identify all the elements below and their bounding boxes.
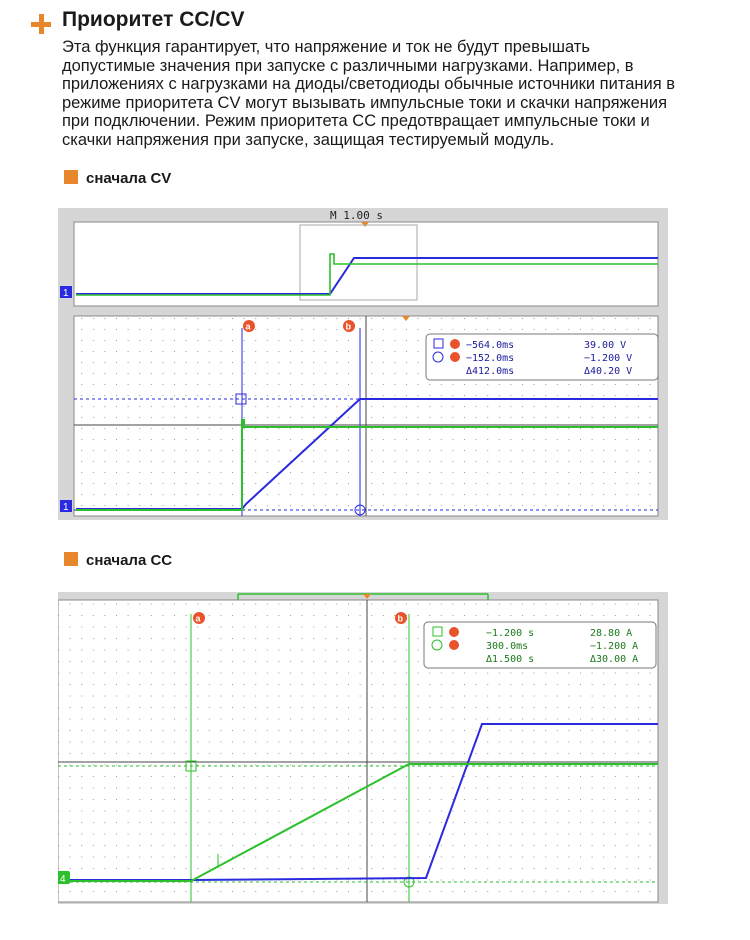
readout-delta-value: Δ40.20 V (584, 366, 633, 377)
description-paragraph (62, 38, 742, 150)
paragraph-line: при подключении. Режим приоритета CC предотвращает импульсные токи и (62, 112, 650, 131)
cursor-a-label: a (245, 321, 251, 332)
section-label-cc (64, 552, 172, 569)
readout-delta-value: Δ30.00 A (590, 654, 639, 665)
paragraph-line: допустимые значения при запуске с различными нагрузками. Например, в (62, 56, 634, 75)
readout-b-value: −1.200 A (590, 641, 639, 652)
readout-delta-time: Δ412.0ms (466, 366, 515, 377)
section-label-cc-text: сначала CC (86, 552, 173, 569)
channel-marker: 1 (63, 288, 69, 299)
readout-a-time: −1.200 s (486, 628, 535, 639)
readout-b-time: −152.0ms (466, 353, 515, 364)
readout-b-time: 300.0ms (486, 641, 529, 652)
readout-a-value: 39.00 V (584, 340, 627, 351)
cursor-readout (424, 622, 656, 668)
bullet-square-icon (64, 170, 78, 184)
oscilloscope-cv (58, 208, 668, 520)
page-title: Приоритет CC/CV (62, 8, 245, 31)
plus-icon (31, 14, 51, 34)
readout-a-value: 28.80 A (590, 628, 633, 639)
paragraph-line: скачки напряжения при запуске, защищая тестируемый модуль. (62, 130, 555, 149)
oscilloscope-cc (58, 592, 668, 904)
paragraph-line: Эта функция гарантирует, что напряжение и ток не будут превышать (62, 38, 590, 56)
cursor-b-label: b (345, 321, 351, 332)
paragraph-line: режиме приоритета CV могут вызывать импульсные токи и скачки напряжения (62, 93, 668, 112)
channel-marker: 1 (63, 502, 69, 513)
section-label-cv (64, 170, 171, 187)
channel-marker: 4 (60, 874, 66, 885)
timebase-label: M 1.00 s (330, 209, 383, 222)
readout-b-value: −1.200 V (584, 353, 633, 364)
readout-delta-time: Δ1.500 s (486, 654, 535, 665)
paragraph-line: приложениях с нагрузками на диоды/светодиоды обычные источники питания в (62, 75, 675, 94)
cursor-readout (426, 334, 658, 380)
section-label-cv-text: сначала CV (86, 170, 172, 187)
cursor-a-label: a (195, 613, 201, 624)
readout-a-time: −564.0ms (466, 340, 515, 351)
bullet-square-icon (64, 552, 78, 566)
cursor-b-label: b (397, 613, 403, 624)
